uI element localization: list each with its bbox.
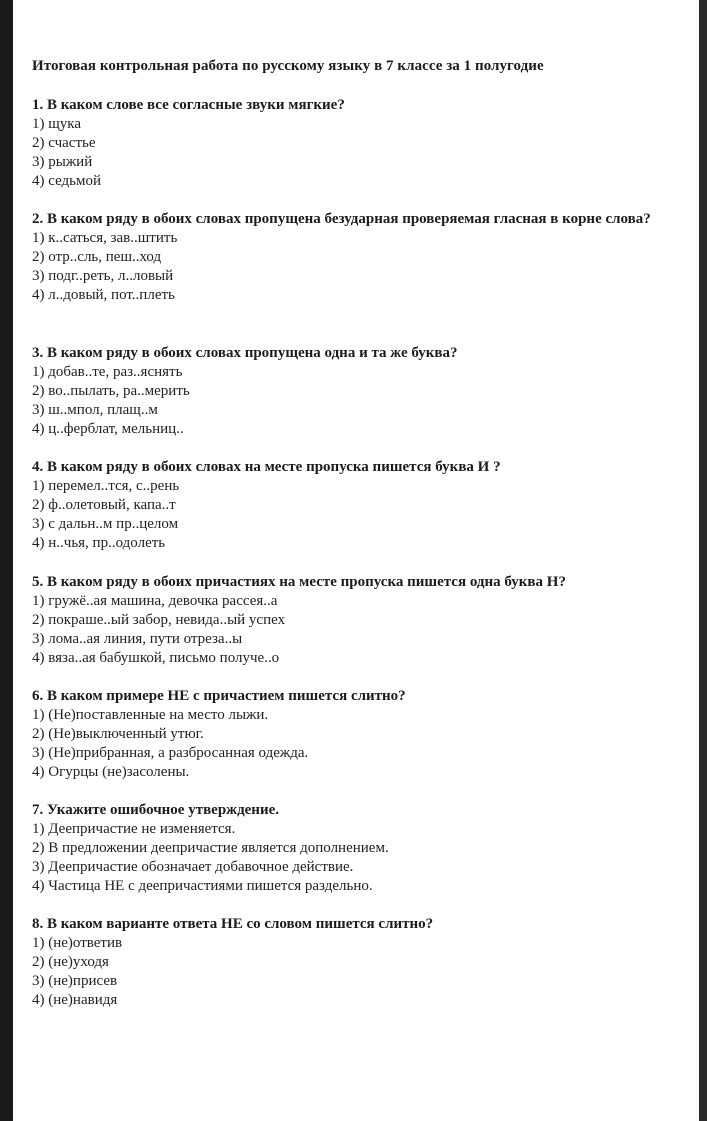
- answer-option: 1) к..саться, зав..штить: [32, 230, 178, 246]
- answer-option: 1) перемел..тся, с..рень: [32, 478, 180, 494]
- answer-option: 4) л..довый, пот..плеть: [32, 287, 175, 303]
- answer-option: 3) ш..мпол, плащ..м: [32, 402, 158, 418]
- question-4: [32, 458, 697, 553]
- answer-option: 2) счастье: [32, 135, 96, 151]
- question-8: [32, 915, 697, 1010]
- answer-option: 2) отр..сль, пеш..ход: [32, 249, 162, 265]
- question-text: 1. В каком слове все согласные звуки мягкие?: [32, 97, 345, 113]
- question-text: 3. В каком ряду в обоих словах пропущена одна и та же буква?: [32, 345, 458, 361]
- question-3: [32, 344, 697, 439]
- answer-option: 3) рыжий: [32, 154, 93, 170]
- answer-option: 3) (не)присев: [32, 973, 118, 989]
- question-text: 6. В каком примере НЕ с причастием пишется слитно?: [32, 688, 406, 704]
- answer-option: 2) ф..олетовый, капа..т: [32, 497, 176, 513]
- answer-option: 4) ц..ферблат, мельниц..: [32, 421, 184, 437]
- answer-option: 2) покраше..ый забор, невида..ый успех: [32, 612, 286, 628]
- question-text: 2. В каком ряду в обоих словах пропущена безударная проверяемая гласная в корне слова?: [32, 211, 651, 227]
- answer-option: 2) (Не)выключенный утюг.: [32, 726, 204, 742]
- document-title: Итоговая контрольная работа по русскому языку в 7 классе за 1 полугодие: [32, 58, 544, 74]
- answer-option: 3) (Не)прибранная, а разбросанная одежда.: [32, 745, 309, 761]
- question-6: [32, 687, 697, 782]
- answer-option: 1) (не)ответив: [32, 935, 123, 951]
- answer-option: 4) (не)навидя: [32, 992, 118, 1008]
- document-page: [13, 0, 699, 1121]
- answer-option: 2) во..пылать, ра..мерить: [32, 383, 190, 399]
- answer-option: 3) подг..реть, л..ловый: [32, 268, 174, 284]
- answer-option: 2) В предложении деепричастие является дополнением.: [32, 840, 389, 856]
- question-text: 8. В каком варианте ответа НЕ со словом пишется слитно?: [32, 916, 434, 932]
- scan-edge: [699, 0, 707, 1121]
- question-5: [32, 573, 697, 668]
- answer-option: 1) Деепричастие не изменяется.: [32, 821, 236, 837]
- question-1: [32, 96, 697, 191]
- question-text: 7. Укажите ошибочное утверждение.: [32, 802, 280, 818]
- question-7: [32, 801, 697, 896]
- answer-option: 4) Огурцы (не)засолены.: [32, 764, 190, 780]
- answer-option: 4) седьмой: [32, 173, 102, 189]
- answer-option: 1) гружё..ая машина, девочка рассея..а: [32, 593, 278, 609]
- answer-option: 2) (не)уходя: [32, 954, 109, 970]
- answer-option: 4) Частица НЕ с деепричастиями пишется раздельно.: [32, 878, 373, 894]
- answer-option: 3) с дальн..м пр..целом: [32, 516, 179, 532]
- question-2: [32, 210, 697, 305]
- answer-option: 1) щука: [32, 116, 82, 132]
- answer-option: 1) добав..те, раз..яснять: [32, 364, 183, 380]
- question-text: 4. В каком ряду в обоих словах на месте пропуска пишется буква И ?: [32, 459, 501, 475]
- answer-option: 3) Деепричастие обозначает добавочное действие.: [32, 859, 354, 875]
- question-text: 5. В каком ряду в обоих причастиях на месте пропуска пишется одна буква Н?: [32, 574, 566, 590]
- answer-option: 4) вяза..ая бабушкой, письмо получе..о: [32, 650, 280, 666]
- answer-option: 1) (Не)поставленные на место лыжи.: [32, 707, 269, 723]
- answer-option: 3) лома..ая линия, пути отреза..ы: [32, 631, 243, 647]
- answer-option: 4) н..чья, пр..одолеть: [32, 535, 166, 551]
